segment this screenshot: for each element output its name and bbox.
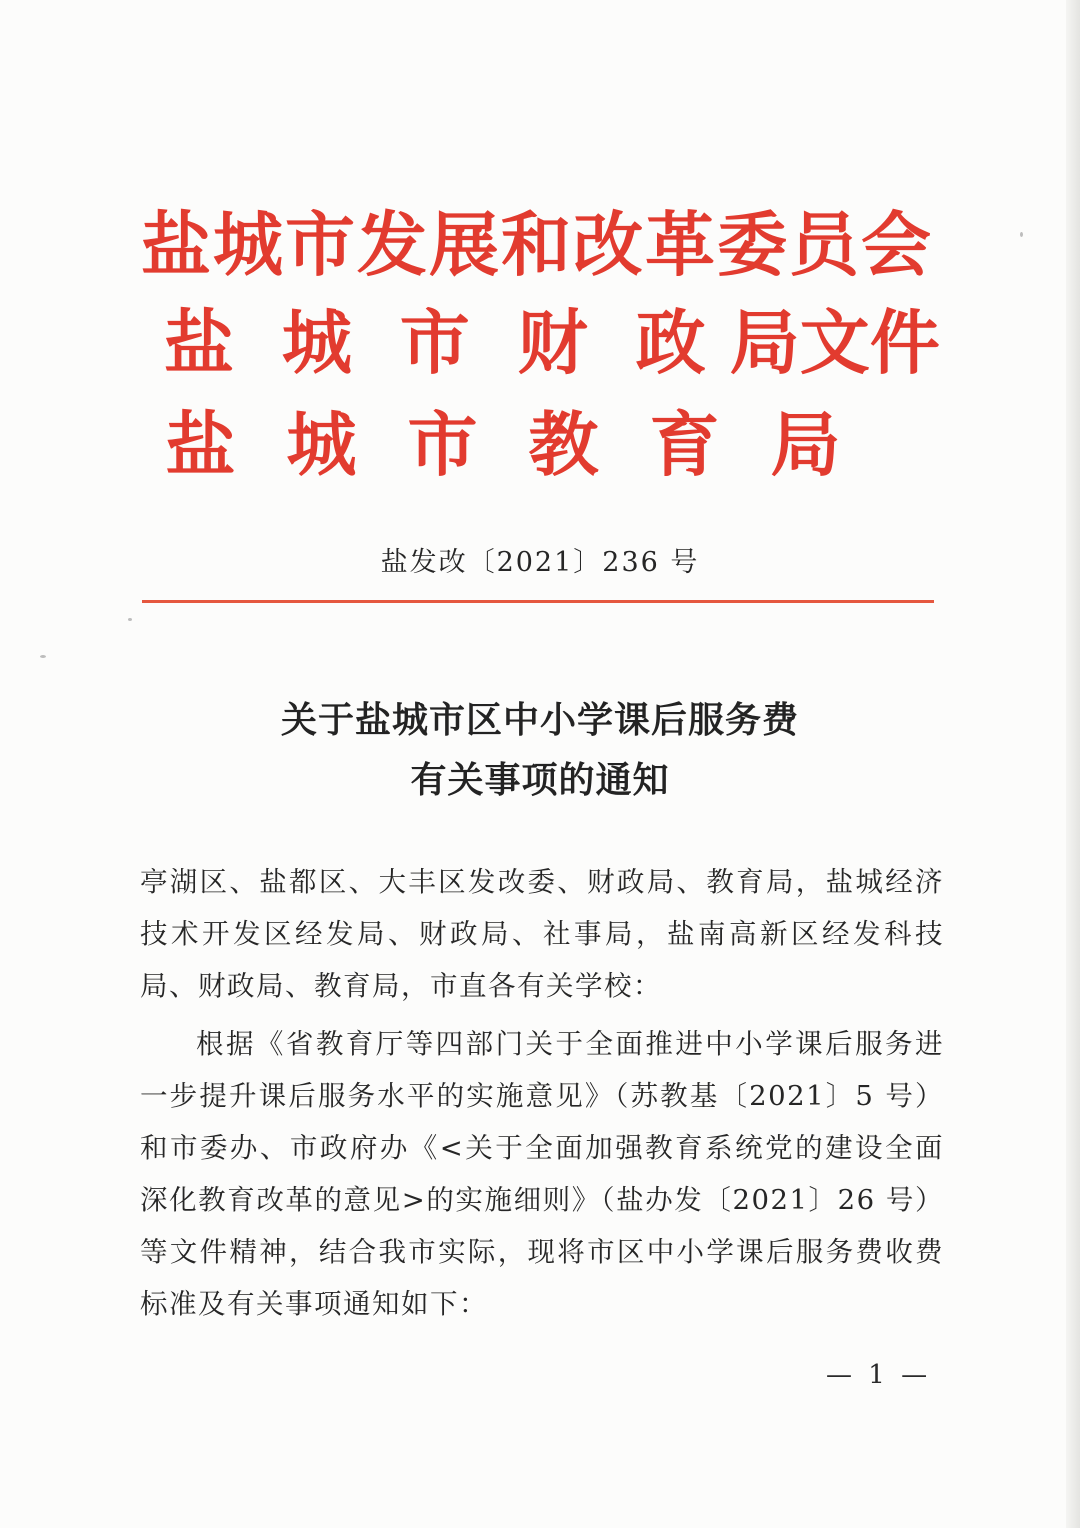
header-character: 革 (645, 204, 715, 286)
header-character: 发 (357, 204, 427, 286)
header-character: 委 (717, 204, 787, 286)
header-character: 市 (407, 404, 478, 486)
document-number: 盐发改〔2021〕236 号 (380, 547, 700, 578)
header-character: 件 (869, 302, 940, 384)
document-title-line-1: 关于盐城市区中小学课后服务费 (280, 700, 799, 741)
header-character: 会 (861, 204, 931, 286)
scan-speck (40, 655, 46, 658)
header-character: 盐 (165, 404, 236, 486)
scan-speck (1020, 232, 1023, 237)
header-character: 盐 (163, 302, 234, 384)
header-character: 文 (799, 302, 870, 384)
header-character: 城 (286, 404, 357, 486)
header-character: 教 (528, 404, 599, 486)
header-character: 育 (649, 404, 720, 486)
page-number: — 1 — (826, 1360, 932, 1390)
header-issuer-line-3 (140, 400, 940, 490)
header-character: 盐 (141, 204, 211, 286)
header-character: 政 (635, 302, 706, 384)
header-character: 财 (517, 302, 588, 384)
red-separator-line (142, 600, 934, 603)
header-character: 展 (429, 204, 499, 286)
header-issuer-line-2 (140, 298, 940, 388)
addressee-paragraph: 亭湖区、盐都区、大丰区发改委、财政局、教育局，盐城经济技术开发区经发局、财政局、社事局，盐南高新区经发科技局、财政局、教育局，市直各有关学校： (140, 866, 944, 1002)
header-character: 员 (789, 204, 859, 286)
header-character: 局 (770, 404, 841, 486)
header-character: 市 (285, 204, 355, 286)
header-character: 城 (213, 204, 283, 286)
body-paragraph: 根据《省教育厅等四部门关于全面推进中小学课后服务进一步提升课后服务水平的实施意见》（苏教基〔2021〕5 号）和市委办、市政府办《<关于全面加强教育系统党的建设全面深化教育改革的意见>的实施细则》（盐办发〔2021〕26 号）等文件精神，结合我市实际，现将市区中小学课后服务费收费标准及有关事项通知如下： (140, 1028, 944, 1320)
document-title-line-2: 有关事项的通知 (410, 760, 670, 801)
header-character: 局 (729, 302, 800, 384)
header-character: 城 (281, 302, 352, 384)
header-character: 改 (573, 204, 643, 286)
scan-speck (128, 618, 132, 621)
header-character: 市 (399, 302, 470, 384)
header-issuer-line-1 (140, 200, 940, 290)
header-character: 和 (501, 204, 571, 286)
